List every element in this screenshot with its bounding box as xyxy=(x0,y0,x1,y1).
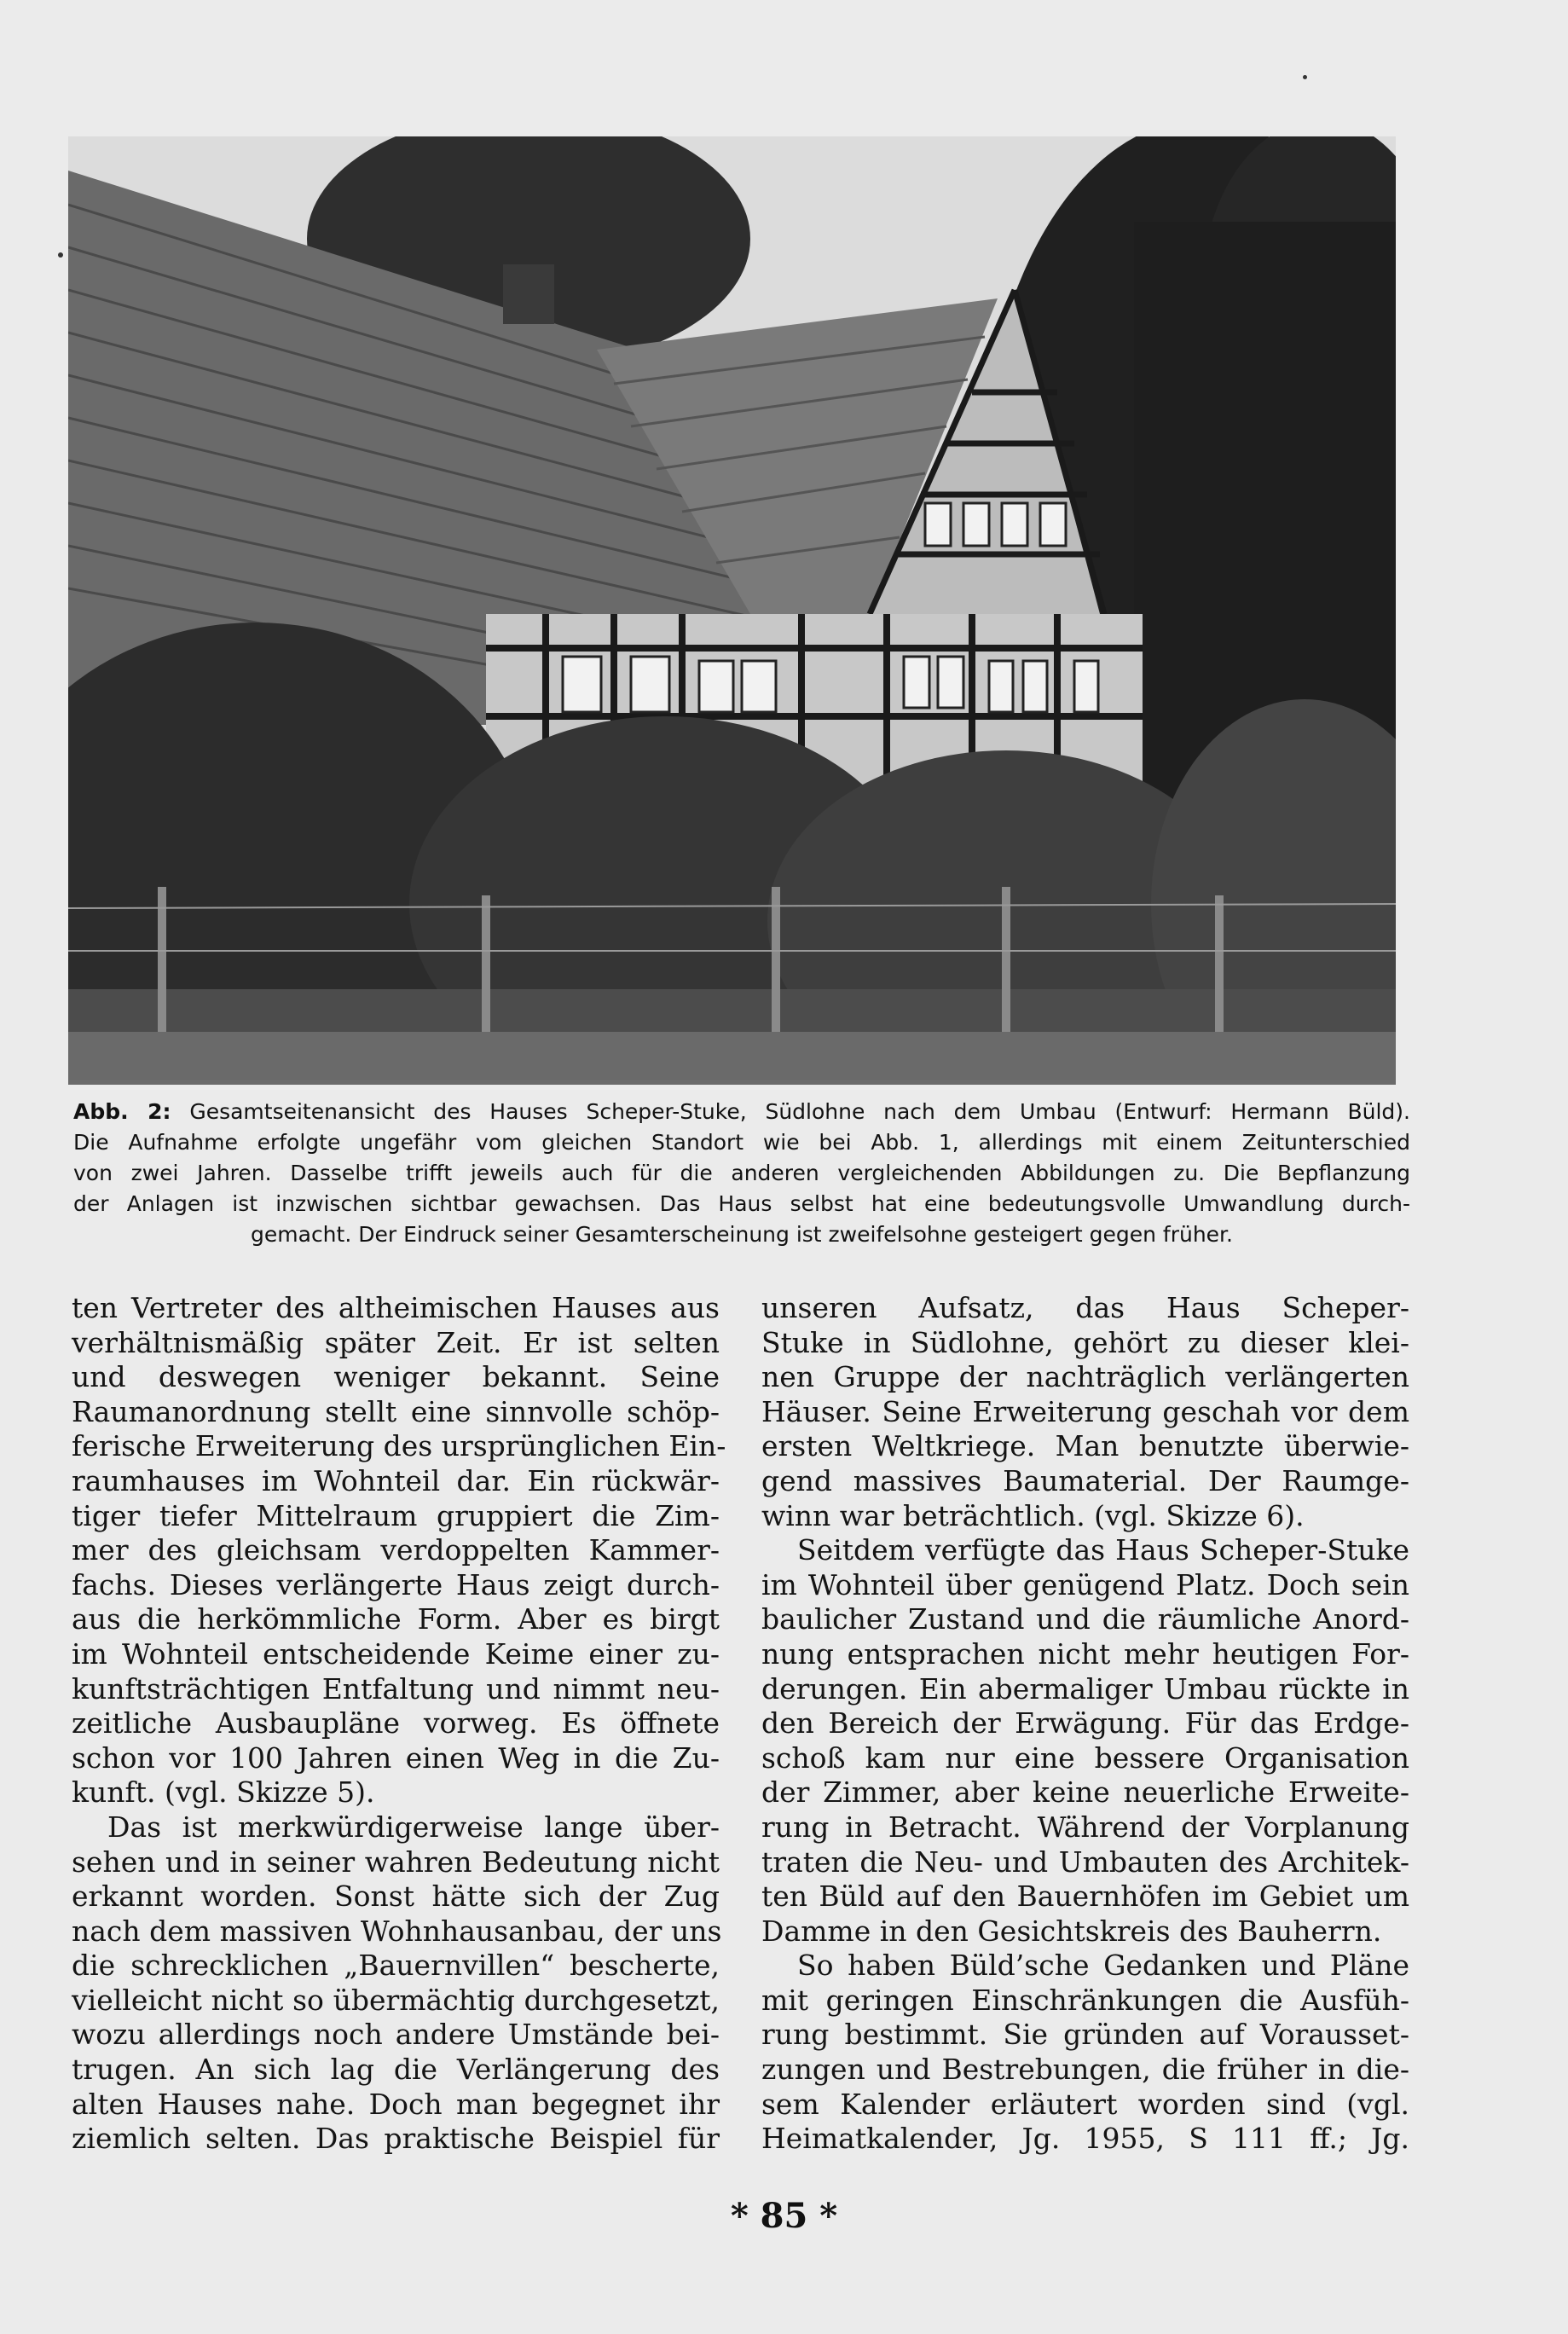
text-line: ten Vertreter des altheimischen Hauses aus xyxy=(72,1291,720,1324)
text-line: Damme in den Gesichtskreis des Bauherrn. xyxy=(761,1914,1382,1948)
caption-line: gemacht. Der Eindruck seiner Gesamterscheinung ist zweifelsohne gesteigert gegen früher. xyxy=(251,1222,1233,1247)
text-line: aus die herkömmliche Form. Aber es birgt xyxy=(72,1602,720,1636)
text-line: zeitliche Ausbaupläne vorweg. Es öffnete xyxy=(72,1706,720,1740)
text-line: unseren Aufsatz, das Haus Scheper- xyxy=(761,1291,1409,1324)
text-line: ferische Erweiterung des ursprünglichen Ein- xyxy=(72,1429,726,1463)
text-line: und deswegen weniger bekannt. Seine xyxy=(72,1360,720,1394)
text-line: mer des gleichsam verdoppelten Kammer- xyxy=(72,1533,720,1567)
text-line: traten die Neu- und Umbauten des Architek- xyxy=(761,1845,1409,1879)
page-number: * 85 * xyxy=(730,2196,838,2236)
caption-line: Abb. 2: Gesamtseitenansicht des Hauses Scheper-Stuke, Südlohne nach dem Umbau (Entwurf: Hermann Büld). xyxy=(73,1099,1410,1124)
text-line: sehen und in seiner wahren Bedeutung nicht xyxy=(72,1845,720,1879)
text-line: verhältnismäßig später Zeit. Er ist selten xyxy=(72,1325,720,1359)
text-line: ersten Weltkriege. Man benutzte überwie- xyxy=(761,1429,1409,1463)
text-line: zungen und Bestrebungen, die früher in die- xyxy=(761,2053,1409,2087)
text-line: der Zimmer, aber keine neuerliche Erweite- xyxy=(761,1775,1409,1810)
figure-label: Abb. 2: xyxy=(73,1099,171,1124)
text-line: raumhauses im Wohnteil dar. Ein rückwär- xyxy=(72,1463,720,1497)
text-line: im Wohnteil entscheidende Keime einer zu- xyxy=(72,1636,720,1671)
text-line: baulicher Zustand und die räumliche Anord- xyxy=(761,1602,1409,1636)
right-text-column xyxy=(761,1291,1409,2157)
text-line: vielleicht nicht so übermächtig durchgesetzt, xyxy=(72,1983,720,2017)
text-line: mit geringen Einschränkungen die Ausfüh- xyxy=(761,1983,1409,2017)
text-line: schoß kam nur eine bessere Organisation xyxy=(761,1740,1409,1775)
text-line: fachs. Dieses verlängerte Haus zeigt durch- xyxy=(72,1567,720,1601)
text-line: gend massives Baumaterial. Der Raumge- xyxy=(761,1463,1409,1497)
text-line: kunftsträchtigen Entfaltung und nimmt neu- xyxy=(72,1671,720,1706)
text-line: alten Hauses nahe. Doch man begegnet ihr xyxy=(72,2087,720,2121)
text-line: den Bereich der Erwägung. Für das Erdge- xyxy=(761,1706,1409,1740)
text-line: Raumanordnung stellt eine sinnvolle schöp- xyxy=(72,1394,720,1428)
text-line: ten Büld auf den Bauernhöfen im Gebiet um xyxy=(761,1879,1409,1914)
text-line: im Wohnteil über genügend Platz. Doch sein xyxy=(761,1567,1409,1601)
text-line: Häuser. Seine Erweiterung geschah vor dem xyxy=(761,1394,1409,1428)
text-line: Heimatkalender, Jg. 1955, S 111 ff.; Jg. xyxy=(761,2122,1409,2156)
text-line: rung in Betracht. Während der Vorplanung xyxy=(761,1810,1409,1844)
text-line: Das ist merkwürdigerweise lange über- xyxy=(107,1810,720,1844)
text-line: ziemlich selten. Das praktische Beispiel für xyxy=(72,2122,720,2156)
figure-caption xyxy=(73,1097,1410,1250)
house-photo-illustration xyxy=(68,136,1396,1085)
text-line: schon vor 100 Jahren einen Weg in die Zu- xyxy=(72,1740,720,1775)
text-line: kunft. (vgl. Skizze 5). xyxy=(72,1775,375,1810)
text-line: sem Kalender erläutert worden sind (vgl. xyxy=(761,2087,1409,2121)
text-line: die schrecklichen „Bauernvillen“ bescherte, xyxy=(72,1949,720,1983)
text-line: tiger tiefer Mittelraum gruppiert die Zim- xyxy=(72,1498,720,1532)
caption-line: Die Aufnahme erfolgte ungefähr vom gleichen Standort wie bei Abb. 1, allerdings mit einem Zeitunterschied xyxy=(73,1130,1410,1155)
text-line: nung entsprachen nicht mehr heutigen For- xyxy=(761,1636,1409,1671)
text-line: erkannt worden. Sonst hätte sich der Zug xyxy=(72,1879,720,1914)
text-line: wozu allerdings noch andere Umstände bei- xyxy=(72,2018,720,2052)
text-line: nach dem massiven Wohnhausanbau, der uns xyxy=(72,1914,722,1948)
text-line: derungen. Ein abermaliger Umbau rückte in xyxy=(761,1671,1409,1706)
text-line: rung bestimmt. Sie gründen auf Vorausset- xyxy=(761,2018,1409,2052)
text-line: Stuke in Südlohne, gehört zu dieser klei- xyxy=(761,1325,1409,1359)
text-line: nen Gruppe der nachträglich verlängerten xyxy=(761,1360,1409,1394)
caption-line: der Anlagen ist inzwischen sichtbar gewachsen. Das Haus selbst hat eine bedeutungsvolle Umwandlung durch- xyxy=(73,1191,1410,1216)
house-photograph xyxy=(68,136,1396,1085)
text-line: trugen. An sich lag die Verlängerung des xyxy=(72,2053,720,2087)
caption-line: von zwei Jahren. Dasselbe trifft jeweils auch für die anderen vergleichenden Abbildungen zu. Die Bepflanzung xyxy=(73,1161,1410,1185)
left-text-column xyxy=(72,1291,726,2157)
text-line: Seitdem verfügte das Haus Scheper-Stuke xyxy=(797,1533,1409,1567)
text-line: So haben Büld’sche Gedanken und Pläne xyxy=(797,1949,1409,1983)
scan-speck xyxy=(1303,75,1307,79)
text-line: winn war beträchtlich. (vgl. Skizze 6). xyxy=(761,1498,1305,1532)
scan-speck xyxy=(58,252,63,258)
